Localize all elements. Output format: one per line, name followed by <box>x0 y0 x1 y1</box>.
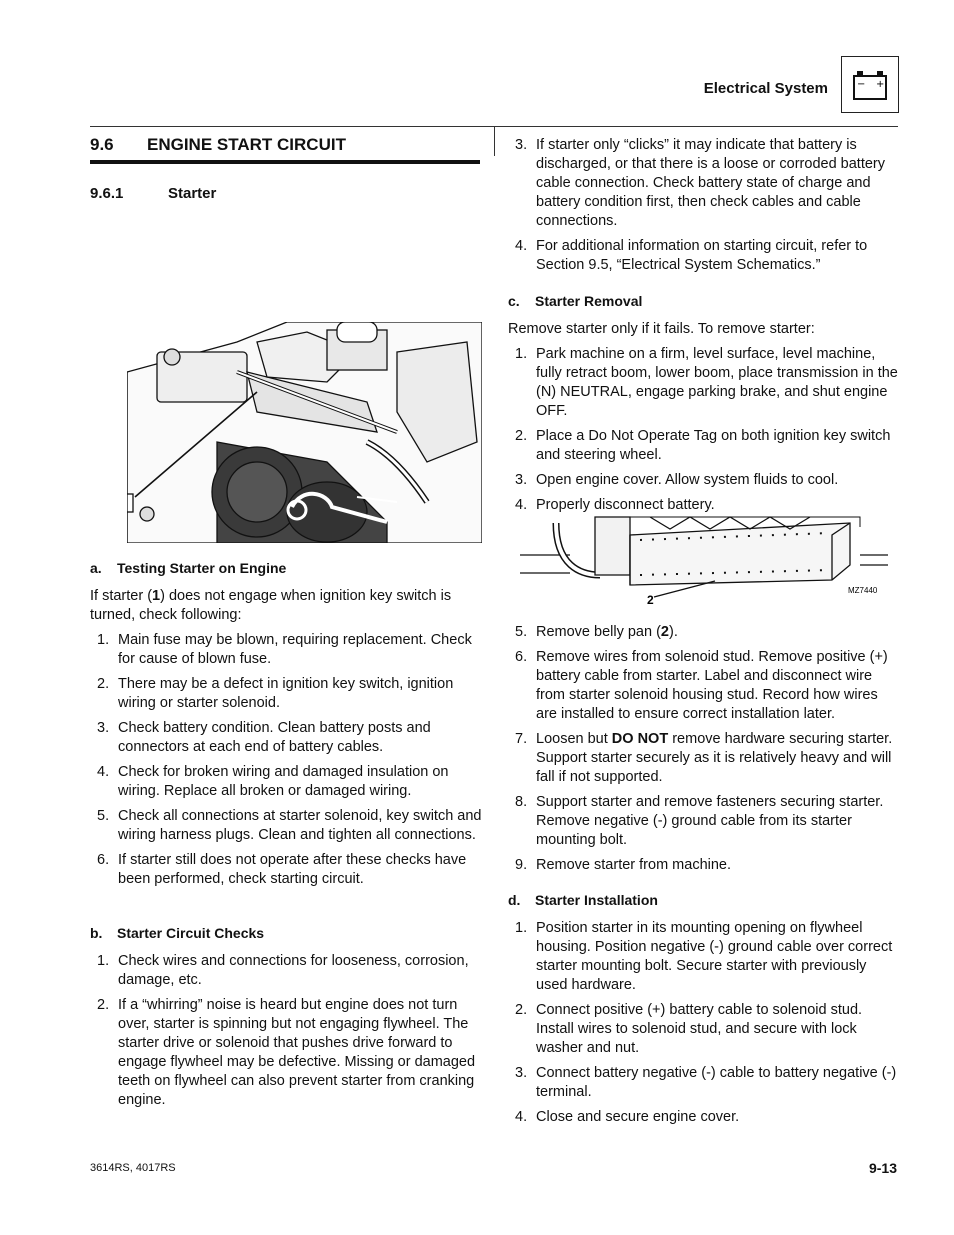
list-item: 7. Loosen but DO NOT remove hardware securing starter. Support starter securely as it is relatively heavy and will fall if not supported. <box>515 731 893 785</box>
list-item: 2. Connect positive (+) battery cable to solenoid stud. Install wires to solenoid stud, and secure with lock washer and nut. <box>515 1002 863 1056</box>
list-item: 3. Connect battery negative (-) cable to battery negative (-) terminal. <box>515 1065 897 1100</box>
figure-code: MZ7440 <box>848 586 878 595</box>
belly-pan-figure <box>520 515 888 607</box>
list-item: 1. Park machine on a firm, level surface, level machine, fully retract boom, lower boom, place transmission in the (N) NEUTRAL, engage parking brake, and shut engine OFF. <box>515 346 898 419</box>
testing-letter: a. <box>90 560 102 576</box>
list-item: 5. Check all connections at starter solenoid, key switch and wiring harness plugs. Clean and tighten all connections. <box>97 808 482 843</box>
header-title: Electrical System <box>703 80 828 97</box>
starter-engine-figure <box>127 322 482 543</box>
list-item: 3. If starter only “clicks” it may indicate that battery is discharged, or that there is a loose or corroded battery cable connection. Check battery state of charge and battery condition first, then check cables and cable connections. <box>515 137 885 229</box>
list-item: 1. Check wires and connections for looseness, corrosion, damage, etc. <box>97 953 469 988</box>
list-item: 3. Check battery condition. Clean battery posts and connectors at each end of battery cables. <box>97 720 431 755</box>
list-item: 4. For additional information on starting circuit, refer to Section 9.5, “Electrical System Schematics.” <box>515 238 868 273</box>
list-item: 5. Remove belly pan (2). <box>515 624 678 640</box>
testing-steps <box>90 631 482 895</box>
page-number: 9-13 <box>868 1160 897 1176</box>
circuit-checks-steps-right <box>508 136 900 281</box>
section-title <box>90 135 346 155</box>
list-item: 9. Remove starter from machine. <box>515 857 732 873</box>
installation-title: Starter Installation <box>535 892 658 908</box>
testing-intro-callout: 1 <box>152 588 161 604</box>
removal-steps-a <box>508 345 900 521</box>
circuit-checks-heading <box>90 925 264 941</box>
list-item: 2. There may be a defect in ignition key switch, ignition wiring or starter solenoid. <box>97 676 454 711</box>
section-heading: ENGINE START CIRCUIT <box>147 135 346 154</box>
removal-steps-b <box>508 623 900 881</box>
battery-minus: − <box>857 79 866 90</box>
list-item: 6. If starter still does not operate after these checks have been performed, check starting circuit. <box>97 852 467 887</box>
subsection-title <box>90 185 216 202</box>
belly-pan-callout: 2 <box>647 593 654 607</box>
testing-title: Testing Starter on Engine <box>117 560 287 576</box>
installation-steps <box>508 919 900 1133</box>
removal-heading <box>508 293 642 309</box>
section-number: 9.6 <box>90 135 114 154</box>
list-item: 4. Check for broken wiring and damaged insulation on wiring. Replace all broken or damaged wiring. <box>97 764 449 799</box>
section-bar <box>90 160 480 164</box>
testing-heading <box>90 560 286 576</box>
list-item: 4. Properly disconnect battery. <box>515 497 715 513</box>
subsection-number: 9.6.1 <box>90 185 124 202</box>
battery-icon <box>841 56 899 113</box>
circuit-checks-title: Starter Circuit Checks <box>117 925 265 941</box>
battery-plus: + <box>876 79 885 90</box>
testing-intro-post: ) does not engage when ignition key switch is turned, check following: <box>90 588 452 623</box>
column-rule <box>494 126 495 156</box>
list-item: 6. Remove wires from solenoid stud. Remove positive (+) battery cable from starter. Label and disconnect wire from starter solenoid housing stud. Record how wires are installed to ensure correct installation later. <box>515 649 888 722</box>
testing-intro <box>90 587 480 625</box>
removal-letter: c. <box>508 293 520 309</box>
installation-heading <box>508 892 658 908</box>
footer-models: 3614RS, 4017RS <box>90 1162 176 1174</box>
removal-intro: Remove starter only if it fails. To remove starter: <box>508 321 815 337</box>
list-item: 3. Open engine cover. Allow system fluids to cool. <box>515 472 839 488</box>
subsection-heading: Starter <box>168 185 217 202</box>
removal-title: Starter Removal <box>535 293 643 309</box>
list-item: 2. If a “whirring” noise is heard but engine does not turn over, starter is spinning but not engaging flywheel. The starter drive or solenoid that pushes drive forward to engage flywheel may be defective. Missing or damaged teeth on flywheel can also prevent starter from cranking engine. <box>97 997 476 1108</box>
testing-intro-pre: If starter ( <box>90 588 153 604</box>
circuit-checks-letter: b. <box>90 925 103 941</box>
list-item: 2. Place a Do Not Operate Tag on both ignition key switch and steering wheel. <box>515 428 891 463</box>
list-item: 4. Close and secure engine cover. <box>515 1109 740 1125</box>
list-item: 8. Support starter and remove fasteners securing starter. Remove negative (-) ground cable from its starter mounting bolt. <box>515 794 884 848</box>
installation-letter: d. <box>508 892 521 908</box>
list-item: 1. Position starter in its mounting opening on flywheel housing. Position negative (-) ground cable over correct starter mounting bolt. Secure starter with previously used hardware. <box>515 920 893 993</box>
circuit-checks-steps-left <box>90 952 482 1116</box>
list-item: 1. Main fuse may be blown, requiring replacement. Check for cause of blown fuse. <box>97 632 472 667</box>
